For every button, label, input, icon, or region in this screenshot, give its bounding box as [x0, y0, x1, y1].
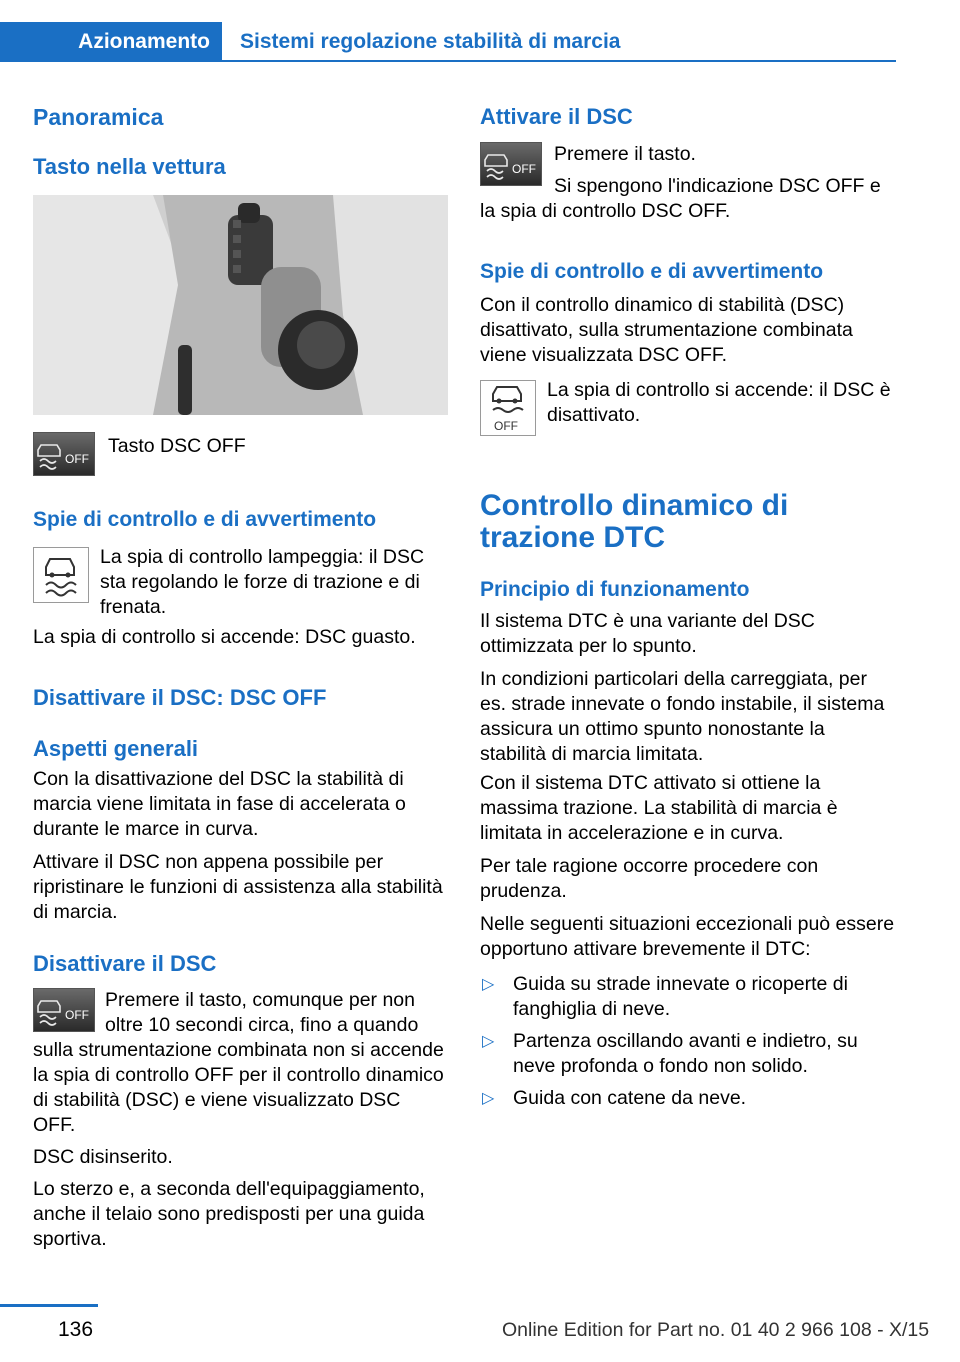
dsc-off-button-icon: [480, 142, 542, 186]
section-tab-azionamento: [0, 22, 222, 62]
list-item: ▷ Guida su strade innevate o ricoperte di fanghiglia di neve.: [482, 973, 848, 1020]
attivare-paragraph-1: Premere il tasto.: [554, 143, 696, 165]
aspetti-paragraph-1: Con la disattivazione del DSC la stabilità di marcia viene limitata in fase di accelerata o durante le marce in curva.: [33, 768, 406, 840]
heading-principio: Principio di funzionamento: [480, 578, 750, 601]
dsc-off-caption: Tasto DSC OFF: [108, 435, 246, 457]
section-tab-label: Azionamento: [78, 30, 210, 53]
principio-paragraph-1: Il sistema DTC è una variante del DSC ottimizzata per lo spunto.: [480, 610, 815, 657]
console-photo: [33, 195, 448, 415]
triangle-bullet-icon: ▷: [482, 1090, 495, 1107]
disattivare-paragraph-2: DSC disinserito.: [33, 1146, 173, 1168]
svg-text:OFF: OFF: [65, 1008, 89, 1022]
dsc-off-button-icon: [33, 432, 95, 476]
footer-rule: [0, 1304, 98, 1307]
spie-right-paragraph-2: La spia di controllo si accende: il DSC è disattivato.: [547, 379, 891, 426]
list-item: ▷ Guida con catene da neve.: [482, 1087, 747, 1109]
list-item: ▷ Partenza oscillando avanti e indietro, su neve profonda o fondo non solido.: [482, 1030, 858, 1077]
heading-disattivare-dsc-off: Disattivare il DSC: DSC OFF: [33, 685, 327, 710]
triangle-bullet-icon: ▷: [482, 1033, 495, 1050]
page-header: [0, 0, 960, 64]
attivare-block: [480, 142, 895, 224]
heading-tasto-vettura: Tasto nella vettura: [33, 154, 226, 179]
heading-attivare-dsc: Attivare il DSC: [480, 104, 633, 129]
principio-paragraph-4: Per tale ragione occorre procedere con prudenza.: [480, 855, 819, 902]
aspetti-paragraph-2: Attivare il DSC non appena possibile per ripristinare le funzioni di assistenza alla stabilità di marcia.: [33, 851, 443, 923]
header-rule: [222, 60, 896, 62]
triangle-bullet-icon: ▷: [482, 976, 495, 993]
dsc-warning-light-icon: [33, 547, 89, 603]
principio-paragraph-3: Con il sistema DTC attivato si ottiene la massima trazione. La stabilità di marcia è limitata in accelerazione e in curva.: [480, 772, 838, 844]
heading-spie: Spie di controllo e di avvertimento: [33, 508, 377, 531]
principio-paragraph-5: Nelle seguenti situazioni eccezionali può essere opportuno attivare brevemente il DTC:: [480, 913, 895, 960]
spie-text-2: La spia di controllo si accende: DSC guasto.: [33, 626, 416, 648]
bullet-list: [480, 972, 895, 1111]
dsc-off-key-row: [33, 432, 448, 480]
heading-disattivare-dsc: Disattivare il DSC: [33, 951, 217, 976]
svg-text:OFF: OFF: [65, 452, 89, 466]
spie-right-paragraph-1: Con il controllo dinamico di stabilità (DSC) disattivato, sulla strumentazione combinata viene visualizzata DSC OFF.: [480, 294, 853, 366]
heading-dtc: Controllo dinamico di trazione DTC: [480, 489, 789, 554]
edition-text: Online Edition for Part no. 01 40 2 966 108 - X/15: [502, 1319, 930, 1341]
dsc-off-warning-light-icon: [480, 380, 536, 436]
spie-row: [33, 545, 448, 625]
dsc-off-button-icon: [33, 988, 95, 1032]
heading-spie-right: Spie di controllo e di avvertimento: [480, 260, 824, 283]
spie-text-1: La spia di controllo lampeggia: il DSC sta regolando le forze di trazione e di frenata.: [100, 546, 425, 618]
page-number: 136: [58, 1318, 94, 1341]
svg-text:OFF: OFF: [494, 419, 518, 433]
disattivare-paragraph-3: Lo sterzo e, a seconda dell'equipaggiamento, anche il telaio sono predisposti per una guida sportiva.: [33, 1178, 425, 1250]
heading-panoramica: Panoramica: [33, 104, 164, 130]
console-illustration: [33, 195, 448, 415]
disattivare-paragraph-1: Premere il tasto, comunque per non oltre 10 secondi circa, fino a quando sulla strumentazione combinata non si accende la spia di controllo OFF per il controllo dinamico di stabilità (DSC) e viene visualizzato DSC OFF.: [33, 989, 444, 1136]
spie-right-row: [480, 378, 895, 448]
heading-aspetti-generali: Aspetti generali: [33, 736, 199, 761]
svg-text:OFF: OFF: [512, 162, 536, 176]
principio-paragraph-2: In condizioni particolari della carreggiata, per es. strade innevate o fondo instabile, il sistema assicura un ottimo spunto nonostante la stabilità di marcia limitata.: [480, 668, 885, 765]
attivare-paragraph-2: Si spengono l'indicazione DSC OFF e la spia di controllo DSC OFF.: [480, 175, 881, 222]
subsection-tab: Sistemi regolazione stabilità di marcia: [240, 30, 621, 53]
